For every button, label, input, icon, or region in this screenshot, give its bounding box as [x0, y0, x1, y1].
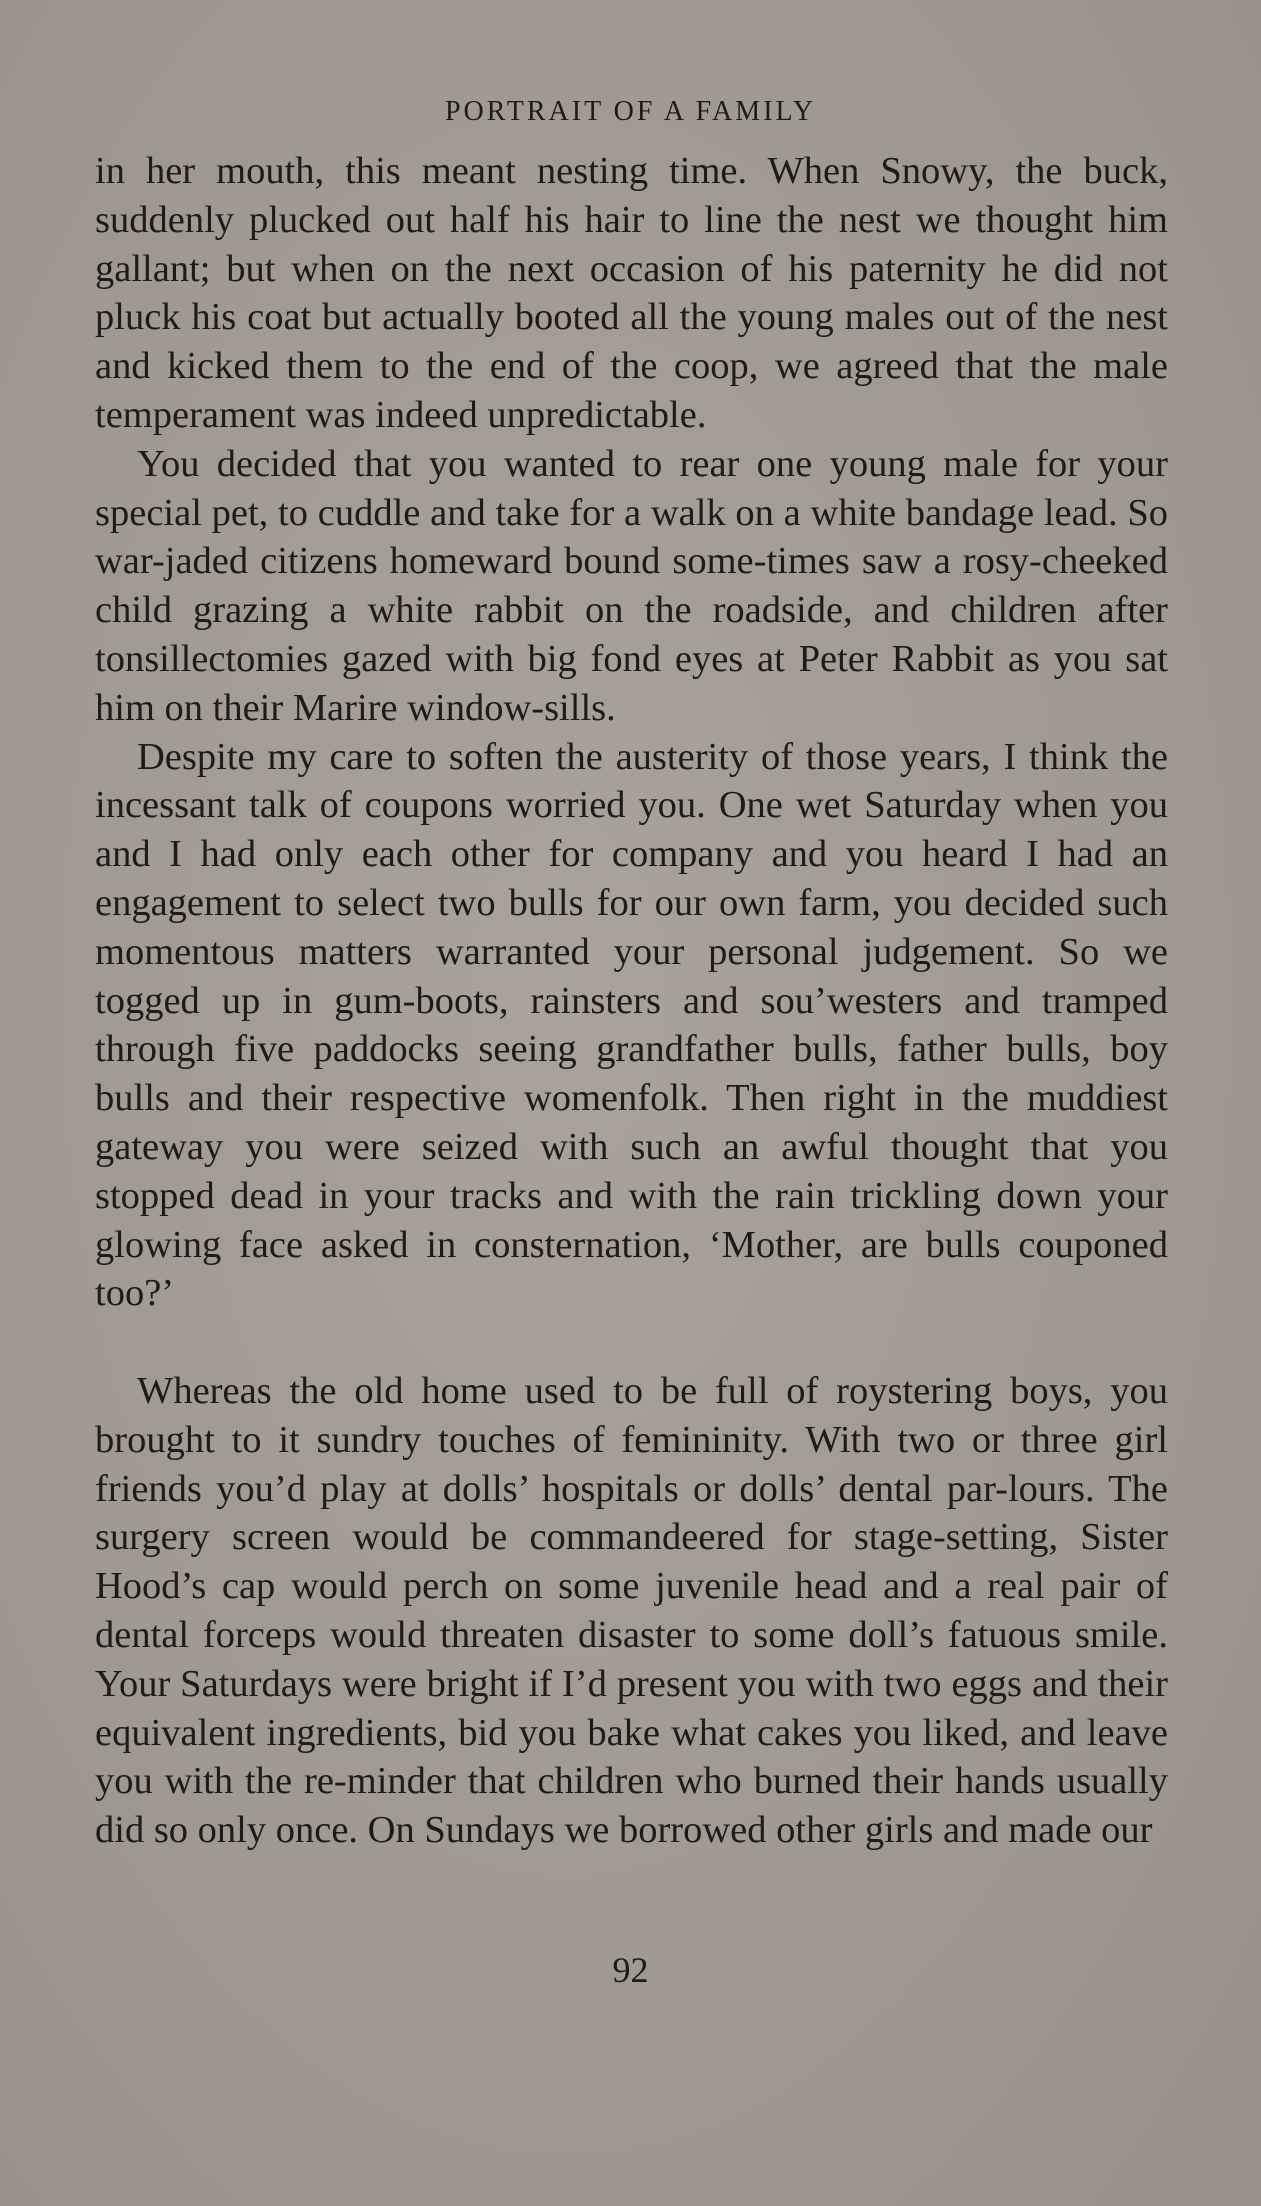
body-text — [95, 147, 1168, 1855]
running-head: PORTRAIT OF A FAMILY — [444, 96, 817, 127]
paragraph-femininity: Whereas the old home used to be full of roystering boys, you brought to it sundry touches of femininity. With two or three girl friends you’d play at dolls’ hospitals or dolls’ dental par-lours. The surgery screen would be commandeered for stage-setting, Sister Hood’s cap would perch on some juvenile head and a real pair of dental forceps would threaten disaster to some doll’s fatuous smile. Your Saturdays were bright if I’d present you with two eggs and their equivalent ingredients, bid you bake what cakes you liked, and leave you with the re-minder that children who burned their hands usually did so only once. On Sundays we borrowed other girls and made our — [95, 1369, 1168, 1852]
paragraph-coupons: Despite my care to soften the austerity of those years, I think the incessant talk of coupons worried you. One wet Saturday when you and I had only each other for company and you heard I had an engagement to select two bulls for our own farm, you decided such momentous matters warranted your personal judgement. So we togged up in gum-boots, rainsters and sou’westers and tramped through five paddocks seeing grandfather bulls, father bulls, boy bulls and their respective womenfolk. Then right in the muddiest gateway you were seized with such an awful thought that you stopped dead in your tracks and with the rain trickling down your glowing face asked in consternation, ‘Mother, are bulls couponed too?’ — [95, 735, 1168, 1315]
paragraph-pet-rabbit: You decided that you wanted to rear one young male for your special pet, to cuddle and take for a walk on a white bandage lead. So war-jaded citizens homeward bound some-times saw a rosy-cheeked child grazing a white rabbit on the roadside, and children after tonsillectomies gazed with big fond eyes at Peter Rabbit as you sat him on their Marire window-sills. — [95, 442, 1168, 729]
paragraph-continuation: in her mouth, this meant nesting time. When Snowy, the buck, suddenly plucked out half his hair to line the nest we thought him gallant; but when on the next occasion of his paternity he did not pluck his coat but actually booted all the young males out of the nest and kicked them to the end of the coop, we agreed that the male temperament was indeed unpredictable. — [95, 150, 1168, 436]
page-number: 92 — [612, 1950, 649, 1990]
